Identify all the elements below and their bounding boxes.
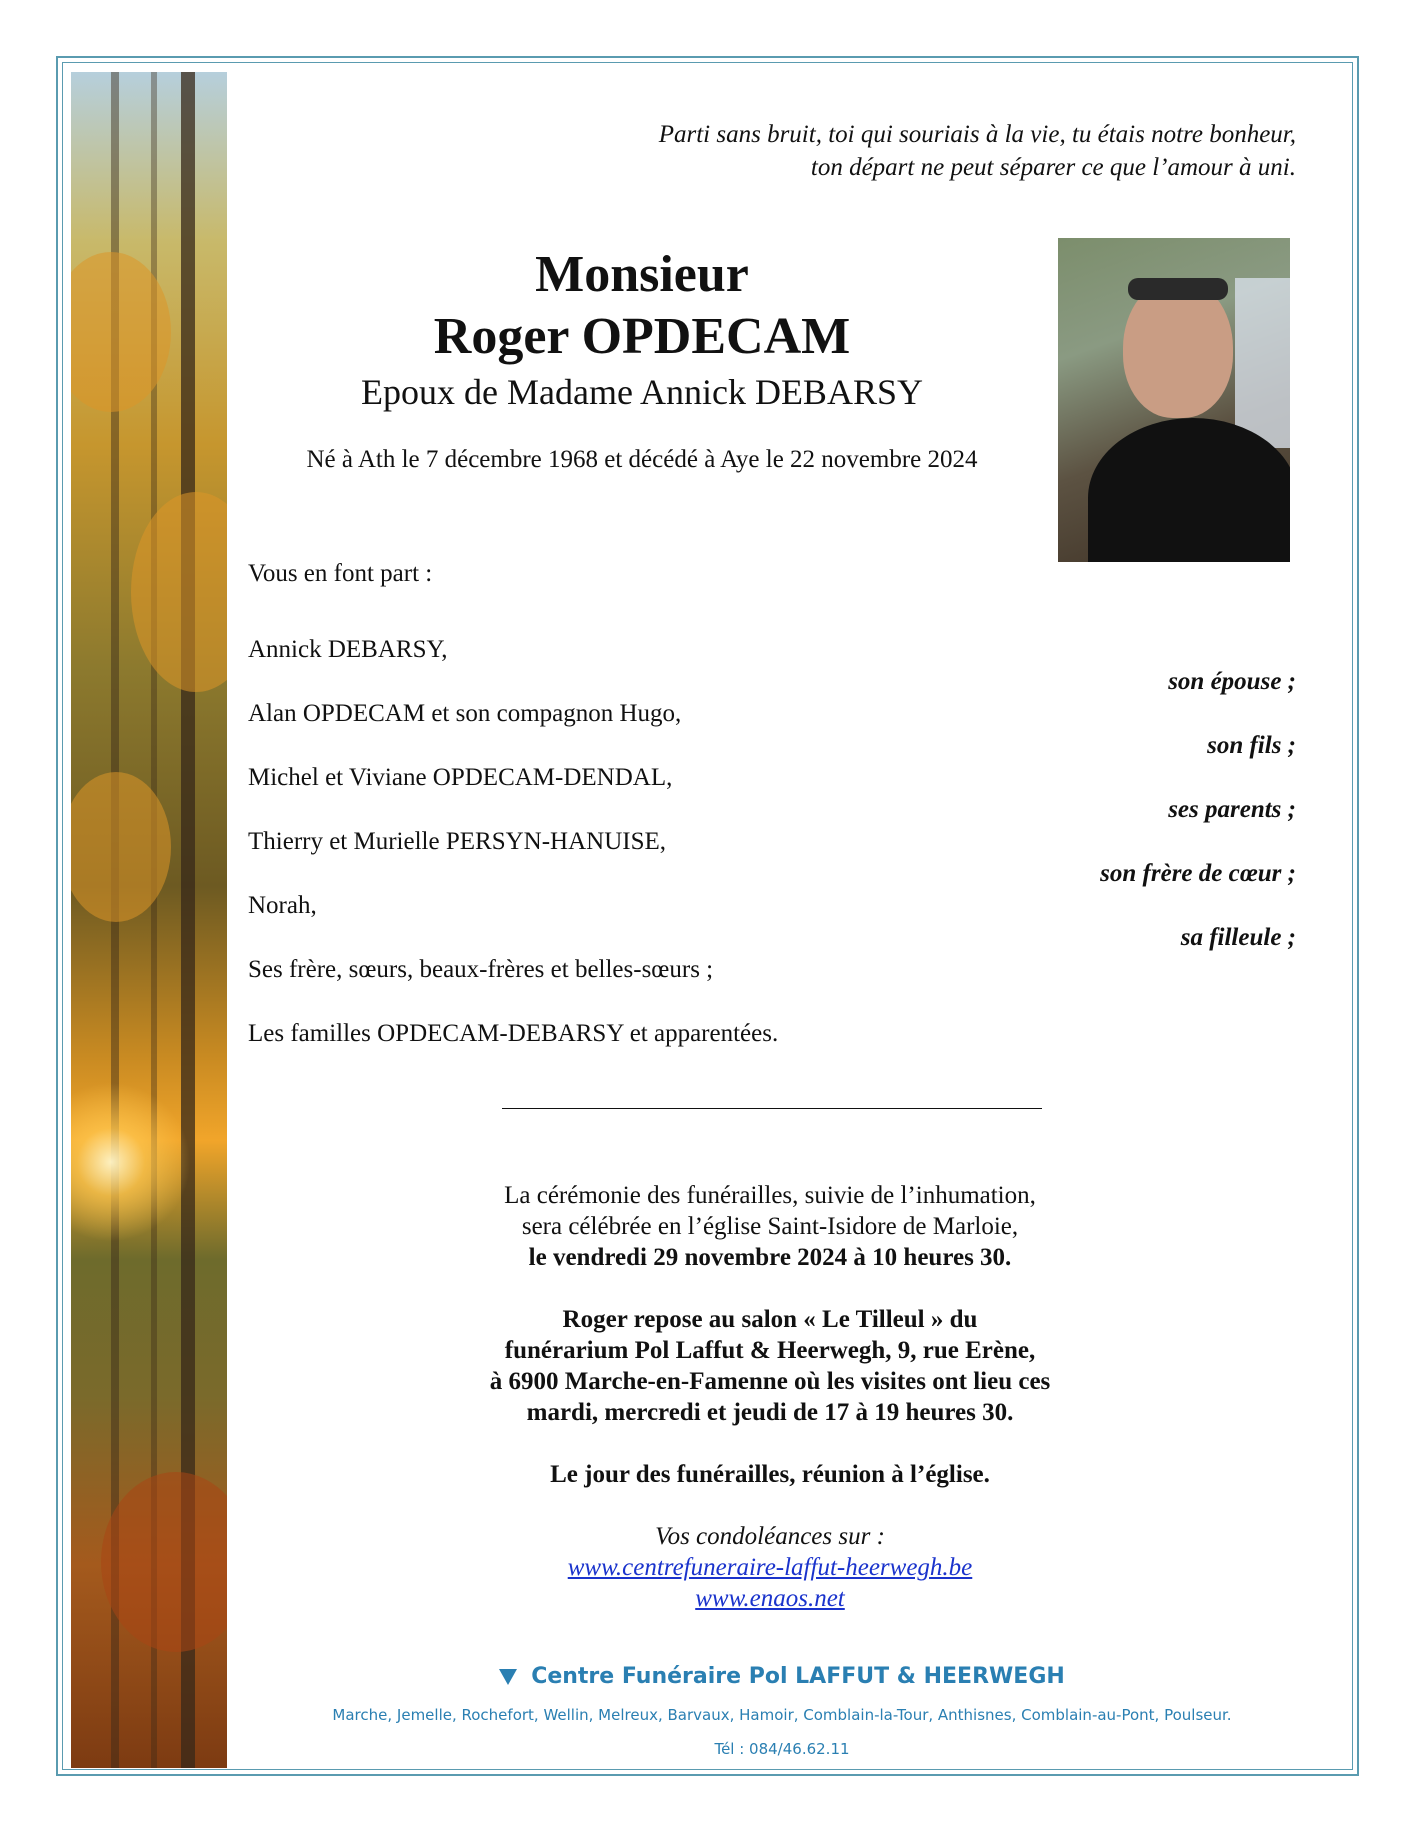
gathering-line: Le jour des funérailles, réunion à l’église. — [550, 1461, 990, 1488]
centre-locations: Marche, Jemelle, Rochefort, Wellin, Melreux, Barvaux, Hamoir, Comblain-la-Tour, Anthisnes, Comblain-au-Pont, Poulseur. — [332, 1706, 1232, 1724]
ceremony-line-2: sera célébrée en l’église Saint-Isidore de Marloie, — [521, 1213, 1019, 1240]
rest-line-2: funérarium Pol Laffut & Heerwegh, 9, rue Erène, — [504, 1337, 1036, 1364]
condolences-link-enaos[interactable]: www.enaos.net — [695, 1585, 845, 1612]
ceremony-line-1: La cérémonie des funérailles, suivie de l’inhumation, — [504, 1182, 1036, 1209]
portrait-photo — [1058, 238, 1290, 562]
family-member-name: Les familles OPDECAM-DEBARSY et apparentées. — [248, 1020, 779, 1047]
announcement-intro: Vous en font part : — [248, 560, 433, 587]
section-divider — [502, 1108, 1042, 1109]
family-member-name: Michel et Viviane OPDECAM-DENDAL, — [248, 764, 673, 791]
ceremony-date: le vendredi 29 novembre 2024 à 10 heures 30. — [528, 1244, 1012, 1271]
family-member-role: son fils ; — [1207, 732, 1296, 759]
family-member-name: Norah, — [248, 892, 317, 919]
birth-death-line: Né à Ath le 7 décembre 1968 et décédé à Aye le 22 novembre 2024 — [306, 446, 978, 473]
centre-telephone: Tél : 084/46.62.11 — [714, 1740, 850, 1758]
deceased-name: Roger OPDECAM — [433, 308, 851, 365]
spouse-line: Epoux de Madame Annick DEBARSY — [361, 372, 923, 412]
civility: Monsieur — [535, 246, 749, 303]
deceased-heading — [262, 244, 1022, 416]
family-member-name: Alan OPDECAM et son compagnon Hugo, — [248, 700, 682, 727]
funeral-centre-name — [262, 1664, 1302, 1689]
family-member-role: son épouse ; — [1168, 668, 1296, 695]
rest-line-4: mardi, mercredi et jeudi de 17 à 19 heures 30. — [526, 1399, 1014, 1426]
family-member-role: son frère de cœur ; — [1100, 860, 1296, 887]
family-member-role: ses parents ; — [1168, 796, 1296, 823]
quote-line-2: ton départ ne peut séparer ce que l’amour à uni. — [810, 154, 1296, 181]
autumn-forest-image — [71, 72, 227, 1768]
family-member-role: sa filleule ; — [1180, 924, 1296, 951]
family-member-name: Thierry et Murielle PERSYN-HANUISE, — [248, 828, 666, 855]
centre-name-text: Centre Funéraire Pol LAFFUT & HEERWEGH — [531, 1664, 1065, 1689]
rest-line-3: à 6900 Marche-en-Famenne où les visites ont lieu ces — [489, 1368, 1051, 1395]
condolences-label: Vos condoléances sur : — [655, 1523, 885, 1550]
quote-line-1: Parti sans bruit, toi qui souriais à la vie, tu étais notre bonheur, — [658, 121, 1296, 148]
condolences-link-centre[interactable]: www.centrefuneraire-laffut-heerwegh.be — [567, 1554, 973, 1581]
down-triangle-icon — [499, 1669, 517, 1685]
ceremony-details — [380, 1180, 1160, 1614]
memorial-quote — [536, 118, 1296, 184]
rest-line-1: Roger repose au salon « Le Tilleul » du — [562, 1306, 978, 1333]
family-member-name: Annick DEBARSY, — [248, 636, 448, 663]
family-member-name: Ses frère, sœurs, beaux-frères et belles-sœurs ; — [248, 956, 714, 983]
